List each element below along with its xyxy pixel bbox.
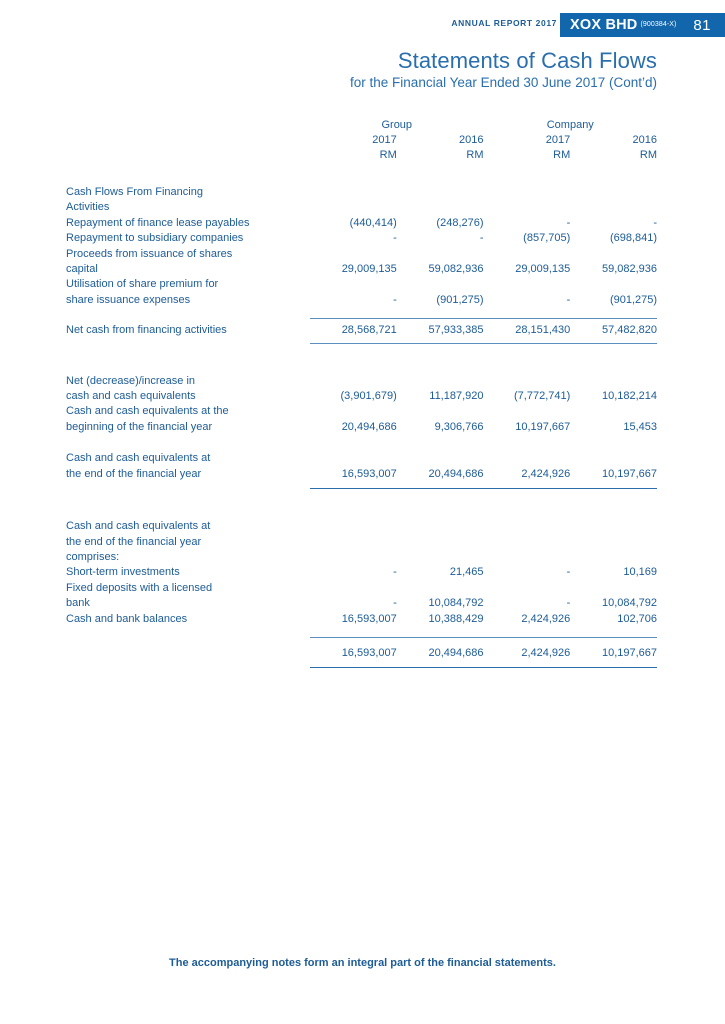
empty-cell [310, 200, 397, 215]
cell-group-2016: - [479, 232, 484, 245]
empty-cell [570, 374, 657, 389]
empty-cell [397, 535, 484, 550]
row-label-utilisation-premium-line2: share issuance expenses [66, 293, 191, 306]
empty-cell [310, 404, 397, 419]
empty-cell [570, 277, 657, 292]
cell-group-2017: - [393, 293, 397, 306]
section-heading-financing-row2 [66, 200, 657, 215]
spacer-row [66, 344, 657, 374]
cell-company-2016: 57,482,820 [601, 324, 658, 337]
cell-company-2016: 10,197,667 [601, 646, 658, 659]
empty-cell [397, 581, 484, 596]
cell-group-2017: 16,593,007 [341, 646, 397, 659]
column-group-header-row [66, 118, 657, 133]
table-row [66, 404, 657, 419]
footer-note: The accompanying notes form an integral part of the financial statements. [169, 957, 556, 969]
spacer-row [66, 435, 657, 451]
spacer-cell [66, 133, 310, 148]
empty-cell [310, 550, 397, 565]
brand-name: XOX BHD [570, 17, 638, 33]
brand-block [570, 13, 677, 37]
row-label-comprises-line1: Cash and cash equivalents at [66, 520, 211, 533]
cell-group-2016: (901,275) [436, 293, 484, 306]
cell-group-2017: (440,414) [349, 216, 397, 229]
empty-cell [397, 451, 484, 466]
row-label-cash-bank-balances: Cash and bank balances [66, 612, 188, 625]
empty-cell [570, 404, 657, 419]
empty-cell [570, 451, 657, 466]
column-year-group-2016: 2016 [459, 134, 484, 146]
table-row [66, 231, 657, 246]
row-label-fixed-deposits-line2: bank [66, 597, 90, 610]
total-row-comprises [66, 646, 657, 661]
empty-cell [397, 550, 484, 565]
spacer-row [66, 627, 657, 638]
cell-company-2017: (7,772,741) [514, 390, 571, 403]
empty-cell [570, 550, 657, 565]
table-row [66, 550, 657, 565]
cell-group-2016: 20,494,686 [428, 467, 484, 480]
cell-group-2017: (3,901,679) [340, 390, 397, 403]
empty-cell [570, 519, 657, 534]
empty-cell [484, 451, 571, 466]
empty-cell [310, 277, 397, 292]
cell-group-2017: 28,568,721 [341, 324, 397, 337]
cell-company-2017: - [566, 293, 571, 306]
empty-cell [484, 247, 571, 262]
page-title: Statements of Cash Flows [397, 48, 657, 73]
empty-cell [310, 535, 397, 550]
page-header [0, 13, 725, 37]
row-label-comprises-total [66, 646, 310, 661]
rule-segment [397, 668, 484, 669]
row-label-utilisation-premium-line1: Utilisation of share premium for [66, 278, 219, 291]
table-row [66, 596, 657, 611]
cell-group-2017: 16,593,007 [341, 612, 397, 625]
row-label-net-change-line2: cash and cash equivalents [66, 390, 196, 403]
empty-cell [484, 581, 571, 596]
spacer-cell [66, 308, 657, 319]
cell-group-2016: 20,494,686 [428, 646, 484, 659]
table-row [66, 247, 657, 262]
empty-cell [570, 185, 657, 200]
row-label-beginning-line1: Cash and cash equivalents at the [66, 405, 229, 418]
empty-cell [484, 374, 571, 389]
table-row [66, 612, 657, 627]
empty-cell [397, 247, 484, 262]
empty-cell [570, 200, 657, 215]
row-label-comprises-line3: comprises: [66, 550, 120, 563]
column-group-group: Group [381, 119, 413, 131]
spacer-row [66, 308, 657, 319]
row-label-repayment-subsidiary: Repayment to subsidiary companies [66, 232, 244, 245]
empty-cell [310, 519, 397, 534]
spacer-row [66, 638, 657, 646]
cell-group-2016: 59,082,936 [428, 263, 484, 276]
spacer-row [66, 489, 657, 519]
brand-registration-number: (900384-X) [640, 21, 677, 28]
section-heading-financing-row [66, 185, 657, 200]
spacer-cell [66, 638, 657, 646]
cell-company-2016: 102,706 [617, 612, 658, 625]
column-year-company-2017: 2017 [545, 134, 571, 146]
row-label-proceeds-issuance-line2: capital [66, 263, 98, 276]
row-label-net-change-line1: Net (decrease)/increase in [66, 374, 196, 387]
rule-segment [570, 668, 657, 669]
page-subtitle: for the Financial Year Ended 30 June 2017 (Cont’d) [350, 75, 657, 90]
spacer-cell [66, 163, 657, 185]
cell-group-2017: 16,593,007 [341, 467, 397, 480]
cell-group-2016: 10,084,792 [428, 597, 484, 610]
row-label-beginning-line2: beginning of the financial year [66, 420, 213, 433]
table-row [66, 565, 657, 580]
table-row [66, 451, 657, 466]
row-label-fixed-deposits-line1: Fixed deposits with a licensed [66, 581, 213, 594]
subtotal-row-net-financing [66, 323, 657, 338]
cash-flow-table [66, 118, 657, 668]
spacer-cell [66, 668, 310, 669]
row-label-ending-line2: the end of the financial year [66, 467, 202, 480]
cell-company-2017: 2,424,926 [521, 612, 571, 625]
cell-company-2017: 2,424,926 [521, 646, 571, 659]
row-label-net-cash-financing: Net cash from financing activities [66, 324, 227, 337]
table-row [66, 277, 657, 292]
row-label-comprises-line2: the end of the financial year [66, 535, 202, 548]
cell-company-2016: (901,275) [609, 293, 658, 306]
table-row [66, 519, 657, 534]
annual-report-label: ANNUAL REPORT 2017 [451, 18, 557, 28]
cell-group-2017: - [393, 566, 397, 579]
empty-cell [397, 519, 484, 534]
cell-company-2016: 15,453 [623, 420, 658, 433]
column-currency-company-2016: RM [639, 149, 658, 161]
empty-cell [484, 550, 571, 565]
table-row [66, 216, 657, 231]
row-label-short-term-investments: Short-term investments [66, 566, 180, 579]
column-year-group-2017: 2017 [372, 134, 397, 146]
empty-cell [397, 404, 484, 419]
empty-cell [484, 185, 571, 200]
cell-company-2017: - [566, 597, 571, 610]
cell-group-2016: 11,187,920 [429, 390, 484, 403]
cell-group-2016: 21,465 [449, 566, 484, 579]
cell-company-2017: - [566, 216, 571, 229]
empty-cell [484, 404, 571, 419]
table-row [66, 262, 657, 277]
cell-group-2017: 29,009,135 [341, 263, 397, 276]
table-row [66, 467, 657, 482]
empty-cell [484, 535, 571, 550]
column-group-company: Company [546, 119, 594, 131]
header-brand-bar [560, 13, 725, 37]
section-heading-financing-line1: Cash Flows From Financing [66, 186, 203, 198]
empty-cell [484, 277, 571, 292]
empty-cell [484, 519, 571, 534]
cell-group-2016: 10,388,429 [428, 612, 484, 625]
spacer-cell [66, 435, 657, 451]
empty-cell [484, 200, 571, 215]
empty-cell [397, 185, 484, 200]
table-row [66, 389, 657, 404]
cell-company-2016: 10,169 [623, 566, 658, 579]
cell-company-2016: 10,197,667 [601, 467, 658, 480]
cell-company-2016: (698,841) [609, 232, 658, 245]
spacer-cell [66, 148, 310, 163]
spacer-cell [66, 118, 310, 133]
cell-group-2017: - [393, 597, 397, 610]
rule-segment [484, 668, 571, 669]
cell-company-2017: 29,009,135 [515, 263, 571, 276]
empty-cell [310, 374, 397, 389]
empty-cell [310, 247, 397, 262]
empty-cell [397, 374, 484, 389]
empty-cell [397, 277, 484, 292]
empty-cell [570, 581, 657, 596]
column-currency-row [66, 148, 657, 163]
section-heading-financing-line2: Activities [66, 201, 110, 214]
spacer-cell [66, 627, 657, 638]
column-currency-group-2017: RM [379, 149, 397, 161]
table-row [66, 374, 657, 389]
row-label-ending-line1: Cash and cash equivalents at [66, 452, 211, 465]
rule-segment [310, 668, 397, 669]
cell-company-2016: 59,082,936 [601, 263, 658, 276]
cell-company-2017: (857,705) [523, 232, 571, 245]
cell-company-2017: 28,151,430 [515, 324, 571, 337]
cell-company-2017: 2,424,926 [521, 467, 571, 480]
empty-cell [310, 185, 397, 200]
table-row [66, 535, 657, 550]
spacer-cell [66, 344, 657, 374]
cell-group-2016: 9,306,766 [434, 420, 484, 433]
table-row [66, 293, 657, 308]
cash-flow-statement [66, 118, 657, 668]
column-year-company-2016: 2016 [632, 134, 658, 146]
cell-company-2017: - [566, 566, 571, 579]
empty-cell [570, 247, 657, 262]
empty-cell [570, 535, 657, 550]
column-currency-group-2016: RM [466, 149, 484, 161]
column-year-row [66, 133, 657, 148]
cell-group-2016: 57,933,385 [428, 324, 484, 337]
empty-cell [310, 581, 397, 596]
spacer-cell [66, 489, 657, 519]
page-number: 81 [693, 16, 711, 34]
cell-company-2016: 10,182,214 [601, 390, 658, 403]
cell-group-2017: 20,494,686 [341, 420, 397, 433]
cell-company-2017: 10,197,667 [515, 420, 571, 433]
cell-group-2017: - [393, 232, 397, 245]
empty-cell [397, 200, 484, 215]
column-currency-company-2017: RM [553, 149, 571, 161]
row-label-repayment-finance-lease: Repayment of finance lease payables [66, 216, 250, 229]
table-row [66, 420, 657, 435]
spacer-row [66, 163, 657, 185]
row-label-proceeds-issuance-line1: Proceeds from issuance of shares [66, 247, 233, 260]
cell-company-2016: 10,084,792 [601, 597, 658, 610]
cell-group-2016: (248,276) [436, 216, 484, 229]
total-rule-bottom [66, 668, 657, 669]
cell-company-2016: - [653, 216, 658, 229]
table-row [66, 581, 657, 596]
empty-cell [310, 451, 397, 466]
